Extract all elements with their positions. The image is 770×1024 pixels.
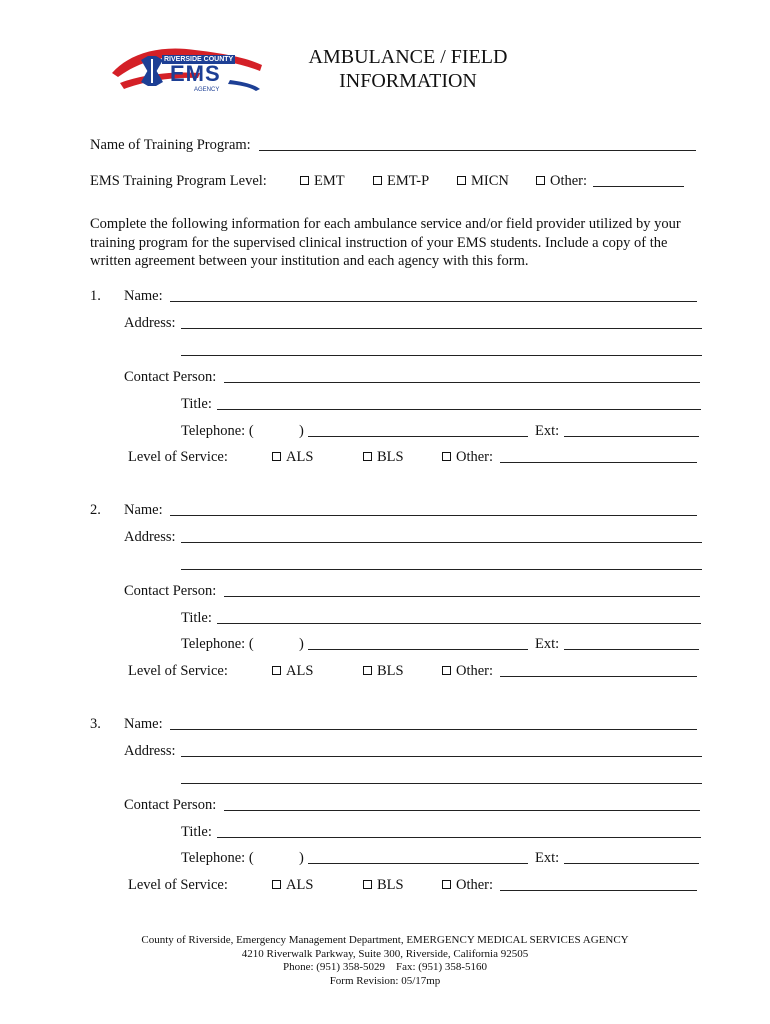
telephone-field[interactable] [308, 863, 528, 864]
other-option[interactable] [442, 662, 493, 680]
als-option[interactable] [272, 876, 313, 894]
address-label: Address: [124, 315, 176, 331]
ext-field[interactable] [564, 863, 699, 864]
other-service-checkbox[interactable] [442, 880, 451, 889]
other-service-label: Other: [456, 449, 494, 465]
title-line-2: INFORMATION [339, 70, 477, 92]
micn-checkbox[interactable] [457, 176, 466, 185]
address-field-line-2[interactable] [181, 569, 702, 570]
name-label: Name: [124, 502, 163, 518]
contact-person-label: Contact Person: [124, 369, 217, 385]
als-label: ALS [286, 449, 314, 465]
other-option[interactable] [442, 448, 493, 466]
other-service-field[interactable] [500, 890, 697, 891]
bls-label: BLS [377, 663, 404, 679]
option-emt-p-label: EMT-P [387, 173, 430, 189]
area-code-field[interactable] [263, 649, 297, 650]
ext-field[interactable] [564, 649, 699, 650]
address-field-line-2[interactable] [181, 783, 702, 784]
other-service-field[interactable] [500, 462, 697, 463]
bls-checkbox[interactable] [363, 666, 372, 675]
bls-checkbox[interactable] [363, 880, 372, 889]
area-code-field[interactable] [263, 863, 297, 864]
option-other-label: Other: [550, 173, 588, 189]
title-label: Title: [181, 396, 212, 412]
other-checkbox[interactable] [536, 176, 545, 185]
telephone-field[interactable] [308, 436, 528, 437]
tel-close-paren: ) [299, 636, 304, 652]
title-field[interactable] [217, 409, 701, 410]
als-checkbox[interactable] [272, 452, 281, 461]
contact-person-label: Contact Person: [124, 583, 217, 599]
bls-option[interactable] [363, 448, 404, 466]
address-field-line-2[interactable] [181, 355, 702, 356]
logo-bottom-text: AGENCY [194, 87, 220, 93]
level-of-service-label: Level of Service: [128, 663, 228, 679]
als-label: ALS [286, 663, 314, 679]
other-service-label: Other: [456, 877, 494, 893]
other-service-field[interactable] [500, 676, 697, 677]
training-other-field[interactable] [593, 186, 684, 187]
entry-number: 2. [90, 502, 101, 518]
telephone-label: Telephone: ( [181, 423, 254, 439]
als-label: ALS [286, 877, 314, 893]
name-label: Name: [124, 288, 163, 304]
ext-label: Ext: [535, 850, 560, 866]
tel-close-paren: ) [299, 423, 304, 439]
tel-close-paren: ) [299, 850, 304, 866]
other-service-checkbox[interactable] [442, 666, 451, 675]
als-checkbox[interactable] [272, 880, 281, 889]
option-emt-p[interactable] [373, 172, 429, 190]
emt-checkbox[interactable] [300, 176, 309, 185]
telephone-label: Telephone: ( [181, 636, 254, 652]
bls-label: BLS [377, 877, 404, 893]
title-label: Title: [181, 824, 212, 840]
ext-label: Ext: [535, 423, 560, 439]
entry-number: 3. [90, 716, 101, 732]
option-micn[interactable] [457, 172, 509, 190]
emt-p-checkbox[interactable] [373, 176, 382, 185]
address-label: Address: [124, 743, 176, 759]
name-field[interactable] [170, 729, 697, 730]
ext-label: Ext: [535, 636, 560, 652]
name-field[interactable] [170, 515, 697, 516]
address-field-line-1[interactable] [181, 542, 702, 543]
ext-field[interactable] [564, 436, 699, 437]
training-level-label: EMS Training Program Level: [90, 173, 267, 189]
bls-checkbox[interactable] [363, 452, 372, 461]
bls-option[interactable] [363, 662, 404, 680]
page-title [278, 45, 538, 93]
name-field[interactable] [170, 301, 697, 302]
title-field[interactable] [217, 623, 701, 624]
als-option[interactable] [272, 448, 313, 466]
instructions-paragraph: Complete the following information for each ambulance service and/or field provider utilized by your training program for the supervised clinical instruction of your EMS students. Include a copy of the written agreement between your institution and each agency with this form. [90, 216, 681, 269]
address-field-line-1[interactable] [181, 328, 702, 329]
area-code-field[interactable] [263, 436, 297, 437]
other-service-label: Other: [456, 663, 494, 679]
als-option[interactable] [272, 662, 313, 680]
entry-number: 1. [90, 288, 101, 304]
logo-main-text: EMS [170, 61, 221, 86]
other-service-checkbox[interactable] [442, 452, 451, 461]
title-line-1: AMBULANCE / FIELD [308, 46, 508, 68]
telephone-label: Telephone: ( [181, 850, 254, 866]
footer-line-1: County of Riverside, Emergency Management Department, EMERGENCY MEDICAL SERVICES AGENCY [141, 934, 629, 946]
footer-line-3: Phone: (951) 358-5029 Fax: (951) 358-5160 [282, 961, 488, 973]
title-field[interactable] [217, 837, 701, 838]
ems-logo [110, 45, 265, 97]
contact-person-field[interactable] [224, 810, 700, 811]
other-option[interactable] [442, 876, 493, 894]
address-field-line-1[interactable] [181, 756, 702, 757]
bls-option[interactable] [363, 876, 404, 894]
option-emt-label: EMT [314, 173, 345, 189]
footer [0, 934, 770, 988]
contact-person-label: Contact Person: [124, 797, 217, 813]
footer-line-2: 4210 Riverwalk Parkway, Suite 300, Riverside, California 92505 [241, 947, 529, 960]
als-checkbox[interactable] [272, 666, 281, 675]
level-of-service-label: Level of Service: [128, 449, 228, 465]
training-program-name-label: Name of Training Program: [90, 137, 251, 153]
address-label: Address: [124, 529, 176, 545]
footer-line-4: Form Revision: 05/17mp [329, 974, 441, 987]
option-micn-label: MICN [471, 173, 509, 189]
contact-person-field[interactable] [224, 596, 700, 597]
bls-label: BLS [377, 449, 404, 465]
contact-person-field[interactable] [224, 382, 700, 383]
training-program-name-field[interactable] [259, 150, 696, 151]
telephone-field[interactable] [308, 649, 528, 650]
name-label: Name: [124, 716, 163, 732]
option-other[interactable] [536, 172, 587, 190]
title-label: Title: [181, 610, 212, 626]
option-emt[interactable] [300, 172, 345, 190]
logo-top-text: RIVERSIDE COUNTY [164, 56, 234, 63]
level-of-service-label: Level of Service: [128, 877, 228, 893]
